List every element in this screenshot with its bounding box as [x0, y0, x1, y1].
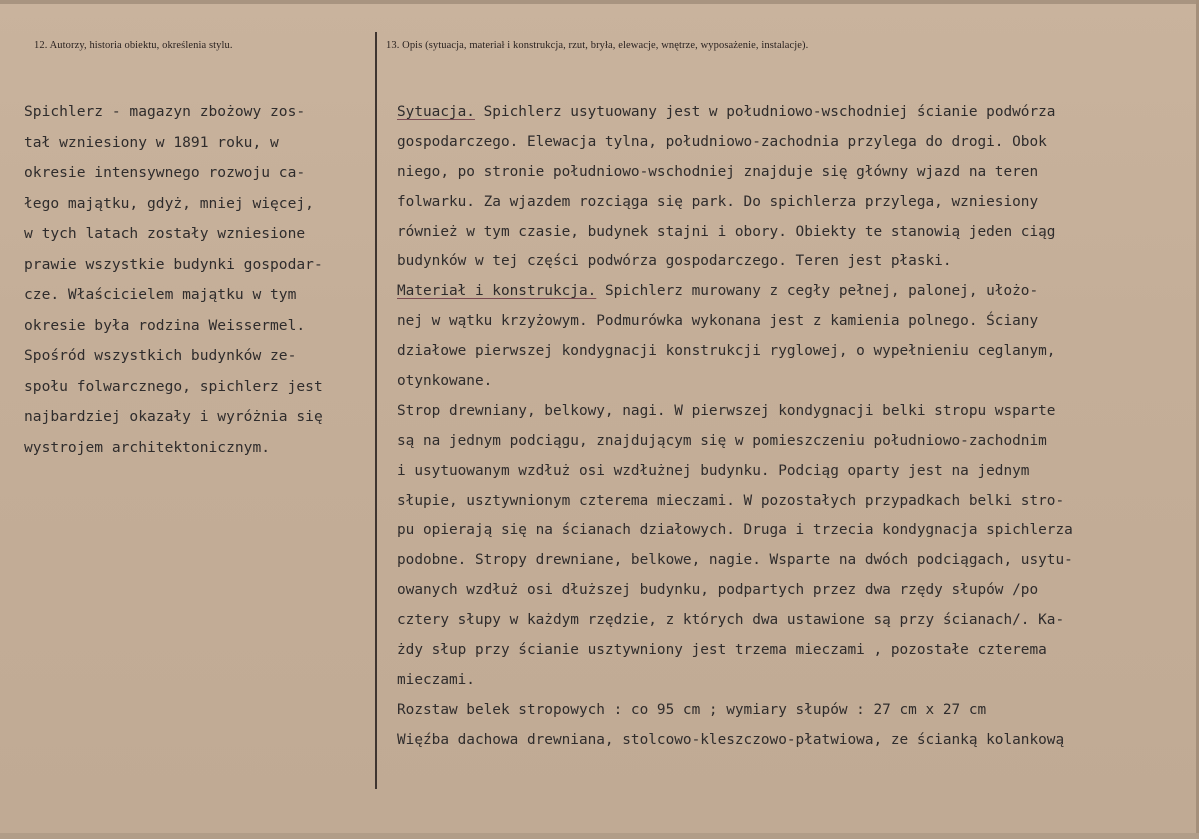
history-line: okresie intensywnego rozwoju ca- — [24, 164, 306, 181]
situation-heading: Sytuacja. — [397, 104, 475, 120]
history-line: okresie była rodzina Weissermel. — [24, 316, 306, 334]
section-12-header: 12. Autorzy, historia obiektu, określenia stylu. — [34, 40, 233, 51]
description-line-text: Spichlerz murowany z cegły pełnej, palonej, ułożo- — [596, 283, 1039, 300]
material-heading: Materiał i konstrukcja. — [397, 283, 597, 300]
description-line: mieczami. — [397, 671, 475, 688]
history-text-column — [24, 97, 323, 463]
description-line: pu opierają się na ścianach działowych. Druga i trzecia kondygnacja spichlerza — [397, 522, 1073, 539]
description-line: słupie, usztywnionym czterema mieczami. W pozostałych przypadkach belki stro- — [397, 492, 1065, 509]
history-line: społu folwarcznego, spichlerz jest — [24, 377, 323, 395]
description-line — [397, 277, 1073, 307]
section-13-header: 13. Opis (sytuacja, materiał i konstrukcja, rzut, bryła, elewacje, wnętrze, wyposażenie, instalacje). — [386, 40, 809, 51]
description-line — [397, 98, 1073, 128]
history-line: łego majątku, gdyż, mniej więcej, — [24, 194, 314, 212]
description-line: owanych wzdłuż osi dłuższej budynku, podpartych przez dwa rzędy słupów /po — [397, 582, 1039, 599]
column-divider — [375, 32, 377, 789]
description-line: Więźba dachowa drewniana, stolcowo-kleszczowo-płatwiowa, ze ścianką kolankową — [397, 731, 1065, 748]
paper-edge-bottom — [0, 833, 1199, 839]
history-line: tał wzniesiony w 1891 roku, w — [24, 133, 279, 151]
description-line: są na jednym podciągu, znajdującym się w pomieszczeniu południowo-zachodnim — [397, 432, 1047, 449]
history-line: Spośród wszystkich budynków ze- — [24, 347, 297, 364]
description-line: budynków w tej części podwórza gospodarczego. Teren jest płaski. — [397, 253, 952, 270]
paper-edge-top — [0, 0, 1199, 4]
description-line: działowe pierwszej kondygnacji konstrukcji ryglowej, o wypełnieniu ceglanym, — [397, 343, 1056, 360]
description-line: i usytuowanym wzdłuż osi wzdłużnej budynku. Podciąg oparty jest na jednym — [397, 462, 1030, 479]
description-line: Strop drewniany, belkowy, nagi. W pierwszej kondygnacji belki stropu wsparte — [397, 402, 1056, 419]
history-line: Spichlerz - magazyn zbożowy zos- — [24, 103, 306, 120]
description-line-text: Spichlerz usytuowany jest w południowo-wschodniej ścianie podwórza — [474, 104, 1056, 120]
description-line: Rozstaw belek stropowych : co 95 cm ; wymiary słupów : 27 cm x 27 cm — [397, 701, 987, 718]
description-line: nej w wątku krzyżowym. Podmurówka wykonana jest z kamienia polnego. Ściany — [397, 313, 1039, 330]
description-line: niego, po stronie południowo-wschodniej znajduje się główny wjazd na teren — [397, 163, 1039, 180]
description-line: podobne. Stropy drewniane, belkowe, nagie. Wsparte na dwóch podciągach, usytu- — [397, 552, 1073, 569]
description-line: cztery słupy w każdym rzędzie, z których dwa ustawione są przy ścianach/. Ka- — [397, 612, 1065, 629]
description-line: żdy słup przy ścianie usztywniony jest trzema mieczami , pozostałe czterema — [397, 642, 1047, 659]
description-line: również w tym czasie, budynek stajni i obory. Obiekty te stanowią jeden ciąg — [397, 223, 1056, 240]
description-line: otynkowane. — [397, 373, 493, 390]
history-line: najbardziej okazały i wyróżnia się — [24, 408, 323, 425]
history-line: wystrojem architektonicznym. — [24, 438, 271, 456]
description-text-column — [397, 98, 1073, 756]
history-line: prawie wszystkie budynki gospodar- — [24, 255, 323, 273]
history-line: cze. Właścicielem majątku w tym — [24, 286, 297, 303]
history-line: w tych latach zostały wzniesione — [24, 225, 306, 242]
description-line: gospodarczego. Elewacja tylna, południowo-zachodnia przylega do drogi. Obok — [397, 133, 1047, 150]
description-line: folwarku. Za wjazdem rozciąga się park. Do spichlerza przylega, wzniesiony — [397, 193, 1039, 210]
